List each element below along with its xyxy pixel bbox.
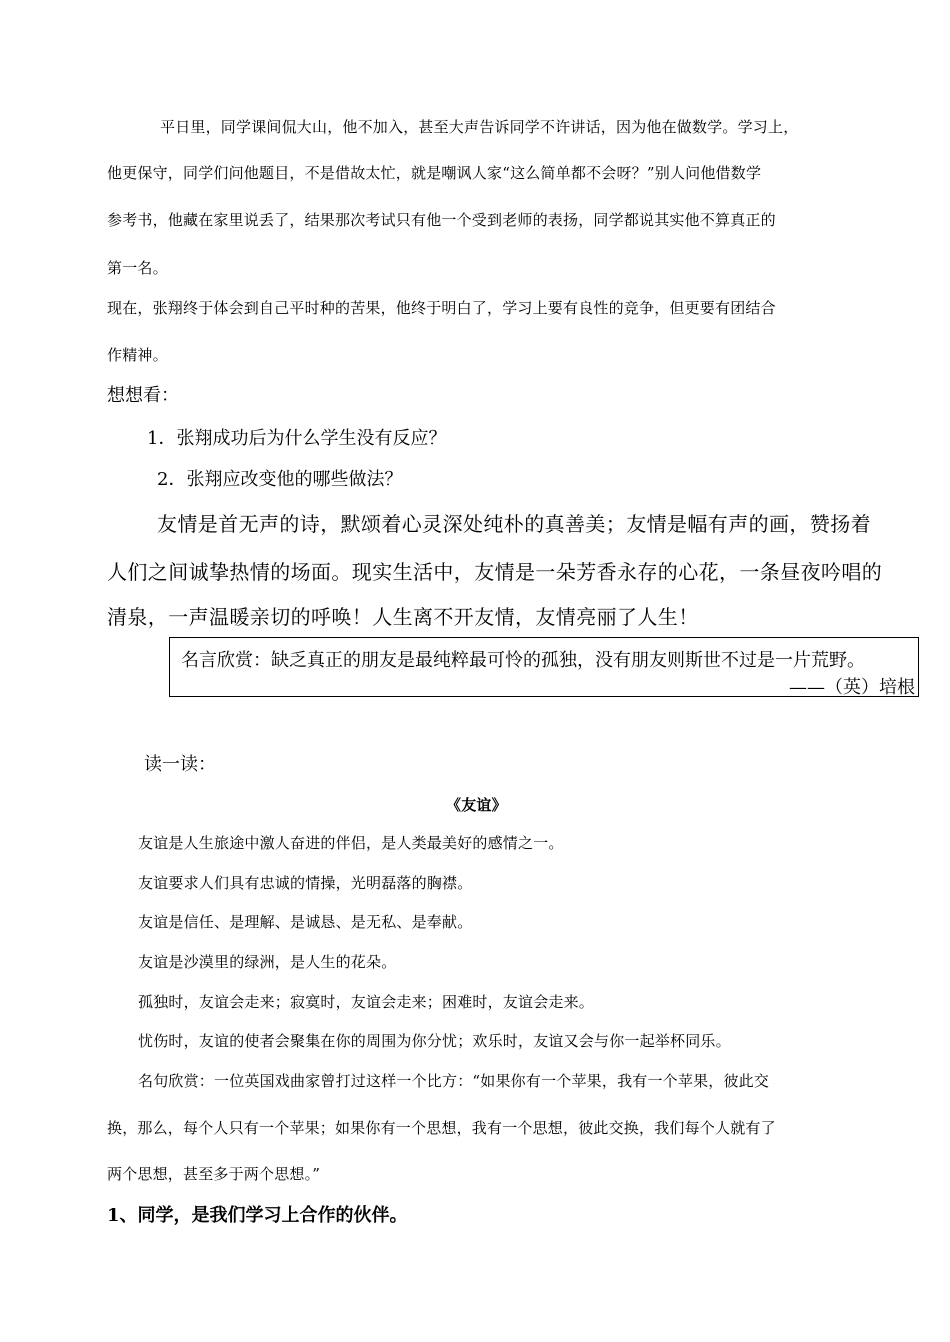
poem-line: 友谊是沙漠里的绿洲，是人生的花朵。 [138, 953, 397, 971]
quote-author: ——（英）培根 [789, 677, 915, 698]
friendship-line: 友情是首无声的诗，默颂着心灵深处纯朴的真善美；友情是幅有声的画，赞扬着 [157, 512, 871, 536]
friendship-line: 人们之间诚挚热情的场面。现实生活中，友情是一朵芳香永存的心花，一条昼夜吟唱的 [107, 560, 883, 584]
story-line: 作精神。 [107, 346, 168, 364]
poem-line: 忧伤时，友谊的使者会聚集在你的周围为你分忧；欢乐时，友谊又会与你一起举杯同乐。 [138, 1032, 731, 1050]
read-heading: 读一读： [144, 754, 216, 775]
section-heading: 1、同学，是我们学习上合作的伙伴。 [107, 1205, 408, 1226]
poem-line: 友谊是人生旅途中激人奋进的伴侣，是人类最美好的感情之一。 [138, 834, 564, 852]
famous-line: 两个思想，甚至多于两个思想。” [107, 1165, 321, 1183]
friendship-line: 清泉，一声温暖亲切的呼唤！人生离不开友情，友情亮丽了人生！ [107, 605, 699, 629]
poem-line: 友谊要求人们具有忠诚的情操，光明磊落的胸襟。 [138, 874, 473, 892]
story-line: 他更保守，同学们问他题目，不是借故太忙，就是嘲讽人家“这么简单都不会呀？”别人问他借数学 [107, 164, 762, 182]
poem-title: 《友谊》 [446, 796, 507, 814]
poem-line: 孤独时，友谊会走来；寂寞时，友谊会走来；困难时，友谊会走来。 [138, 993, 595, 1011]
story-line: 参考书，他藏在家里说丢了，结果那次考试只有他一个受到老师的表扬，同学都说其实他不算真正的 [107, 211, 776, 229]
question-1: 1．张翔成功后为什么学生没有反应？ [147, 428, 447, 449]
famous-line: 换，那么，每个人只有一个苹果；如果你有一个思想，我有一个思想，彼此交换，我们每个人就有了 [107, 1119, 776, 1137]
famous-line: 名句欣赏：一位英国戏曲家曾打过这样一个比方：“如果你有一个苹果，我有一个苹果，彼此交 [138, 1072, 770, 1090]
quote-text: 名言欣赏：缺乏真正的朋友是最纯粹最可怜的孤独，没有朋友则斯世不过是一片荒野。 [181, 650, 865, 671]
story-line: 第一名。 [107, 259, 168, 277]
quote-box [169, 637, 919, 697]
question-2: 2．张翔应改变他的哪些做法？ [157, 469, 403, 490]
story-line: 平日里，同学课间侃大山，他不加入，甚至大声告诉同学不许讲话，因为他在做数学。学习上， [160, 118, 799, 136]
poem-line: 友谊是信任、是理解、是诚恳、是无私、是奉献。 [138, 913, 473, 931]
think-heading: 想想看： [107, 385, 179, 406]
story-line: 现在，张翔终于体会到自己平时种的苦果，他终于明白了，学习上要有良性的竞争，但更要有团结合 [107, 299, 776, 317]
